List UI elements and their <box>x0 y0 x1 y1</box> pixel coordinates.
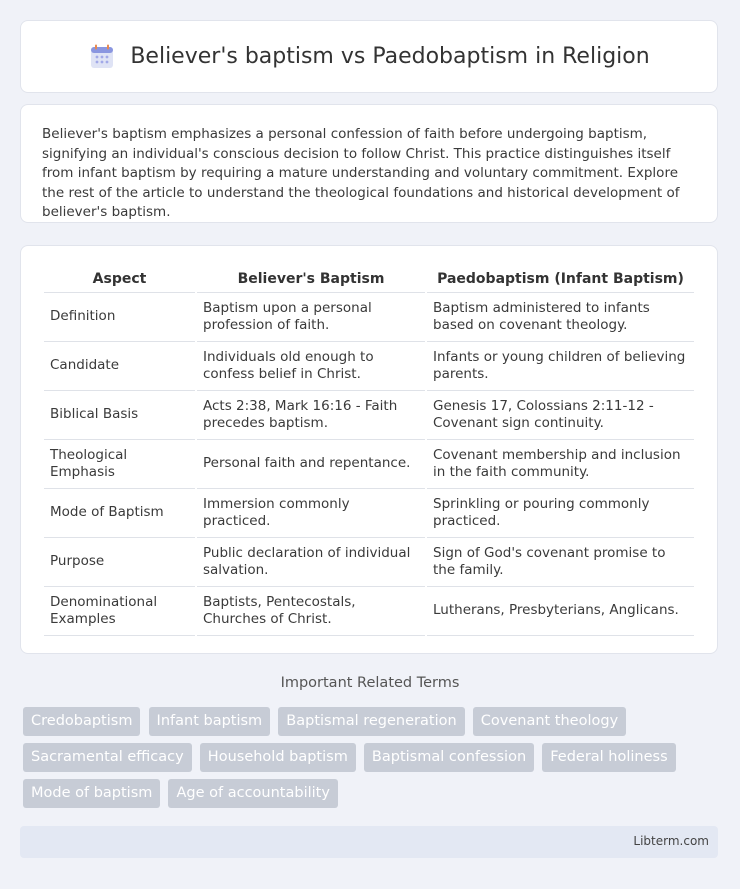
related-term-tag[interactable]: Federal holiness <box>542 743 675 772</box>
table-row <box>44 391 694 440</box>
related-terms-list <box>23 707 713 815</box>
table-cell: Definition <box>44 293 195 342</box>
table-row <box>44 538 694 587</box>
footer-site-link[interactable]: Libterm.com <box>633 834 709 848</box>
related-terms-title: Important Related Terms <box>280 675 460 691</box>
table-row <box>44 440 694 489</box>
table-cell: Baptists, Pentecostals, Churches of Christ. <box>197 587 425 636</box>
table-cell: Public declaration of individual salvation. <box>197 538 425 587</box>
related-term-tag[interactable]: Mode of baptism <box>23 779 160 808</box>
comparison-table-card <box>20 245 718 654</box>
table-cell: Personal faith and repentance. <box>197 440 425 489</box>
footer <box>20 826 718 858</box>
intro-text: Believer's baptism emphasizes a personal confession of faith before undergoing baptism, signifying an individual's conscious decision to follow Christ. This practice distinguishes itself from infant baptism by requiring a mature understanding and voluntary commitment. Explore the rest of the article to understand the theological foundations and historical development of believer's baptism. <box>42 126 680 220</box>
related-term-tag[interactable]: Household baptism <box>200 743 356 772</box>
table-cell: Acts 2:38, Mark 16:16 - Faith precedes baptism. <box>197 391 425 440</box>
table-cell: Mode of Baptism <box>44 489 195 538</box>
related-term-tag[interactable]: Credobaptism <box>23 707 140 736</box>
table-cell: Genesis 17, Colossians 2:11-12 - Covenant sign continuity. <box>427 391 694 440</box>
column-header: Believer's Baptism <box>197 263 425 293</box>
table-cell: Individuals old enough to confess belief in Christ. <box>197 342 425 391</box>
related-term-tag[interactable]: Sacramental efficacy <box>23 743 192 772</box>
comparison-table <box>42 263 696 636</box>
table-cell: Immersion commonly practiced. <box>197 489 425 538</box>
table-cell: Covenant membership and inclusion in the faith community. <box>427 440 694 489</box>
table-row <box>44 293 694 342</box>
table-cell: Purpose <box>44 538 195 587</box>
related-term-tag[interactable]: Infant baptism <box>149 707 271 736</box>
header-card <box>20 20 718 93</box>
page-title: Believer's baptism vs Paedobaptism in Religion <box>130 44 650 69</box>
table-cell: Infants or young children of believing parents. <box>427 342 694 391</box>
table-cell: Candidate <box>44 342 195 391</box>
table-cell: Sign of God's covenant promise to the family. <box>427 538 694 587</box>
related-term-tag[interactable]: Baptismal regeneration <box>278 707 464 736</box>
table-cell: Lutherans, Presbyterians, Anglicans. <box>427 587 694 636</box>
table-row <box>44 587 694 636</box>
table-cell: Baptism upon a personal profession of faith. <box>197 293 425 342</box>
related-term-tag[interactable]: Age of accountability <box>168 779 337 808</box>
related-term-tag[interactable]: Covenant theology <box>473 707 626 736</box>
table-cell: Baptism administered to infants based on covenant theology. <box>427 293 694 342</box>
related-term-tag[interactable]: Baptismal confession <box>364 743 534 772</box>
table-cell: Denominational Examples <box>44 587 195 636</box>
table-header-row <box>44 263 694 293</box>
table-row <box>44 342 694 391</box>
table-cell: Biblical Basis <box>44 391 195 440</box>
column-header: Paedobaptism (Infant Baptism) <box>427 263 694 293</box>
table-cell: Sprinkling or pouring commonly practiced. <box>427 489 694 538</box>
intro-card <box>20 104 718 223</box>
calendar-icon <box>88 44 116 70</box>
column-header: Aspect <box>44 263 195 293</box>
table-row <box>44 489 694 538</box>
table-cell: Theological Emphasis <box>44 440 195 489</box>
